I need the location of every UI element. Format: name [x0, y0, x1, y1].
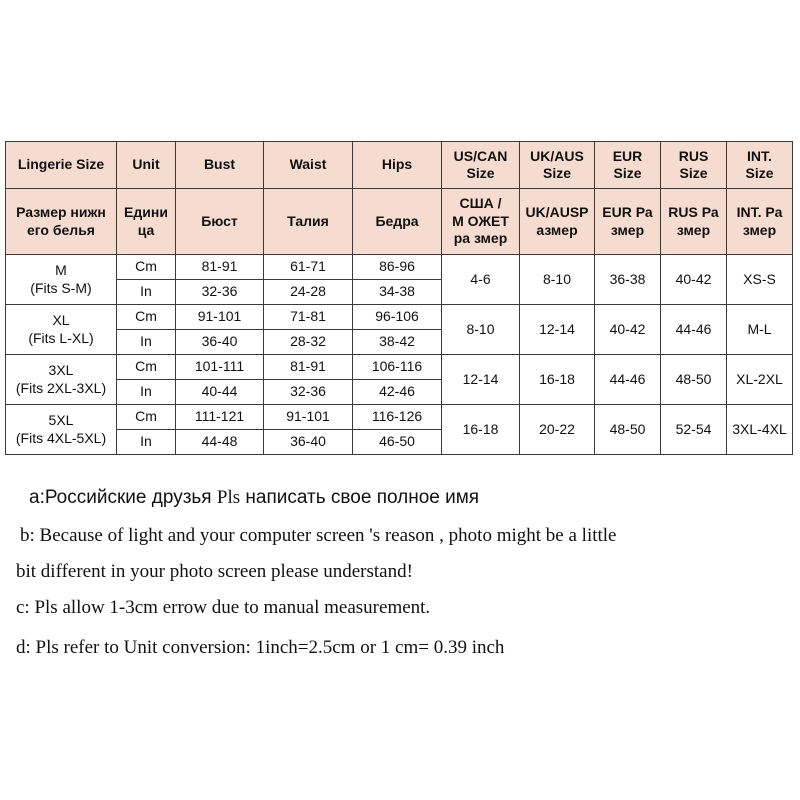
int-size-cell: 3XL-4XL: [727, 405, 793, 455]
hips-cm-cell: 86-96: [353, 255, 442, 280]
header-ru-int-size: INT. Ра змер: [727, 189, 793, 255]
header-en-rus-size: RUS Size: [661, 142, 727, 189]
hips-in-cell: 42-46: [353, 380, 442, 405]
us-size-cell: 16-18: [442, 405, 520, 455]
hips-in-cell: 46-50: [353, 430, 442, 455]
rus-size-cell: 48-50: [661, 355, 727, 405]
waist-cm-cell: 71-81: [264, 305, 353, 330]
bust-cm-cell: 101-111: [176, 355, 264, 380]
header-en-lingerie-size: Lingerie Size: [6, 142, 117, 189]
uk-size-cell: 12-14: [520, 305, 595, 355]
size-label: 3XL: [48, 362, 74, 378]
header-row-en: [6, 142, 793, 189]
header-ru-unit: Едини ца: [117, 189, 176, 255]
hips-in-cell: 38-42: [353, 330, 442, 355]
unit-cell: In: [117, 430, 176, 455]
note-a-latin: Pls: [216, 487, 241, 508]
header-ru-us-can-size: США / М ОЖЕТ ра змер: [442, 189, 520, 255]
header-ru-waist: Талия: [264, 189, 353, 255]
header-en-int-size: INT. Size: [727, 142, 793, 189]
header-ru-rus-size: RUS Ра змер: [661, 189, 727, 255]
us-size-cell: 12-14: [442, 355, 520, 405]
size-name-cell: [6, 405, 117, 455]
size-fits-label: (Fits 4XL-5XL): [15, 429, 107, 446]
waist-in-cell: 24-28: [264, 280, 353, 305]
int-size-cell: M-L: [727, 305, 793, 355]
us-size-cell: 4-6: [442, 255, 520, 305]
unit-cell: In: [117, 330, 176, 355]
unit-cell: Cm: [117, 355, 176, 380]
size-name-cell: [6, 305, 117, 355]
table-row-cm: [6, 255, 793, 280]
size-label: XL: [52, 312, 70, 328]
eur-size-cell: 40-42: [595, 305, 661, 355]
table-row-cm: [6, 305, 793, 330]
eur-size-cell: 36-38: [595, 255, 661, 305]
hips-cm-cell: 96-106: [353, 305, 442, 330]
hips-cm-cell: 116-126: [353, 405, 442, 430]
hips-cm-cell: 106-116: [353, 355, 442, 380]
eur-size-cell: 48-50: [595, 405, 661, 455]
unit-cell: In: [117, 380, 176, 405]
header-en-uk-aus-size: UK/AUS Size: [520, 142, 595, 189]
int-size-cell: XS-S: [727, 255, 793, 305]
header-en-hips: Hips: [353, 142, 442, 189]
note-c: c: Pls allow 1-3cm errow due to manual measurement.: [16, 597, 431, 618]
note-a-prefix: a:Российские друзья: [29, 487, 217, 508]
header-row-ru: [6, 189, 793, 255]
size-chart-table: [5, 141, 793, 455]
size-label: 5XL: [48, 412, 74, 428]
note-b-line1: b: Because of light and your computer screen 's reason , photo might be a little: [20, 525, 617, 546]
header-en-bust: Bust: [176, 142, 264, 189]
bust-cm-cell: 81-91: [176, 255, 264, 280]
bust-cm-cell: 111-121: [176, 405, 264, 430]
size-name-cell: [6, 255, 117, 305]
uk-size-cell: 8-10: [520, 255, 595, 305]
rus-size-cell: 52-54: [661, 405, 727, 455]
note-d: d: Pls refer to Unit conversion: 1inch=2.5cm or 1 cm= 0.39 inch: [16, 637, 505, 658]
header-ru-eur-size: EUR Ра змер: [595, 189, 661, 255]
unit-cell: Cm: [117, 405, 176, 430]
header-en-waist: Waist: [264, 142, 353, 189]
table-row-cm: [6, 405, 793, 430]
bust-in-cell: 32-36: [176, 280, 264, 305]
note-a-suffix: написать свое полное имя: [240, 487, 480, 508]
size-name-cell: [6, 355, 117, 405]
header-ru-lingerie-size: Размер нижн его белья: [6, 189, 117, 255]
header-ru-bust: Бюст: [176, 189, 264, 255]
hips-in-cell: 34-38: [353, 280, 442, 305]
unit-cell: Cm: [117, 255, 176, 280]
waist-cm-cell: 61-71: [264, 255, 353, 280]
waist-cm-cell: 81-91: [264, 355, 353, 380]
uk-size-cell: 16-18: [520, 355, 595, 405]
size-fits-label: (Fits S-M): [30, 279, 92, 296]
uk-size-cell: 20-22: [520, 405, 595, 455]
bust-in-cell: 36-40: [176, 330, 264, 355]
waist-in-cell: 36-40: [264, 430, 353, 455]
header-ru-uk-aus-size: UK/AUSP азмер: [520, 189, 595, 255]
bust-in-cell: 44-48: [176, 430, 264, 455]
eur-size-cell: 44-46: [595, 355, 661, 405]
header-ru-hips: Бедра: [353, 189, 442, 255]
size-label: M: [55, 262, 67, 278]
unit-cell: Cm: [117, 305, 176, 330]
int-size-cell: XL-2XL: [727, 355, 793, 405]
unit-cell: In: [117, 280, 176, 305]
us-size-cell: 8-10: [442, 305, 520, 355]
bust-cm-cell: 91-101: [176, 305, 264, 330]
waist-in-cell: 32-36: [264, 380, 353, 405]
bust-in-cell: 40-44: [176, 380, 264, 405]
header-en-eur-size: EUR Size: [595, 142, 661, 189]
size-fits-label: (Fits 2XL-3XL): [15, 379, 107, 396]
header-en-unit: Unit: [117, 142, 176, 189]
header-en-us-can-size: US/CAN Size: [442, 142, 520, 189]
size-fits-label: (Fits L-XL): [28, 329, 94, 346]
table-row-cm: [6, 355, 793, 380]
rus-size-cell: 40-42: [661, 255, 727, 305]
rus-size-cell: 44-46: [661, 305, 727, 355]
waist-in-cell: 28-32: [264, 330, 353, 355]
waist-cm-cell: 91-101: [264, 405, 353, 430]
note-b-line2: bit different in your photo screen please understand!: [16, 561, 413, 582]
note-a: [29, 487, 479, 509]
